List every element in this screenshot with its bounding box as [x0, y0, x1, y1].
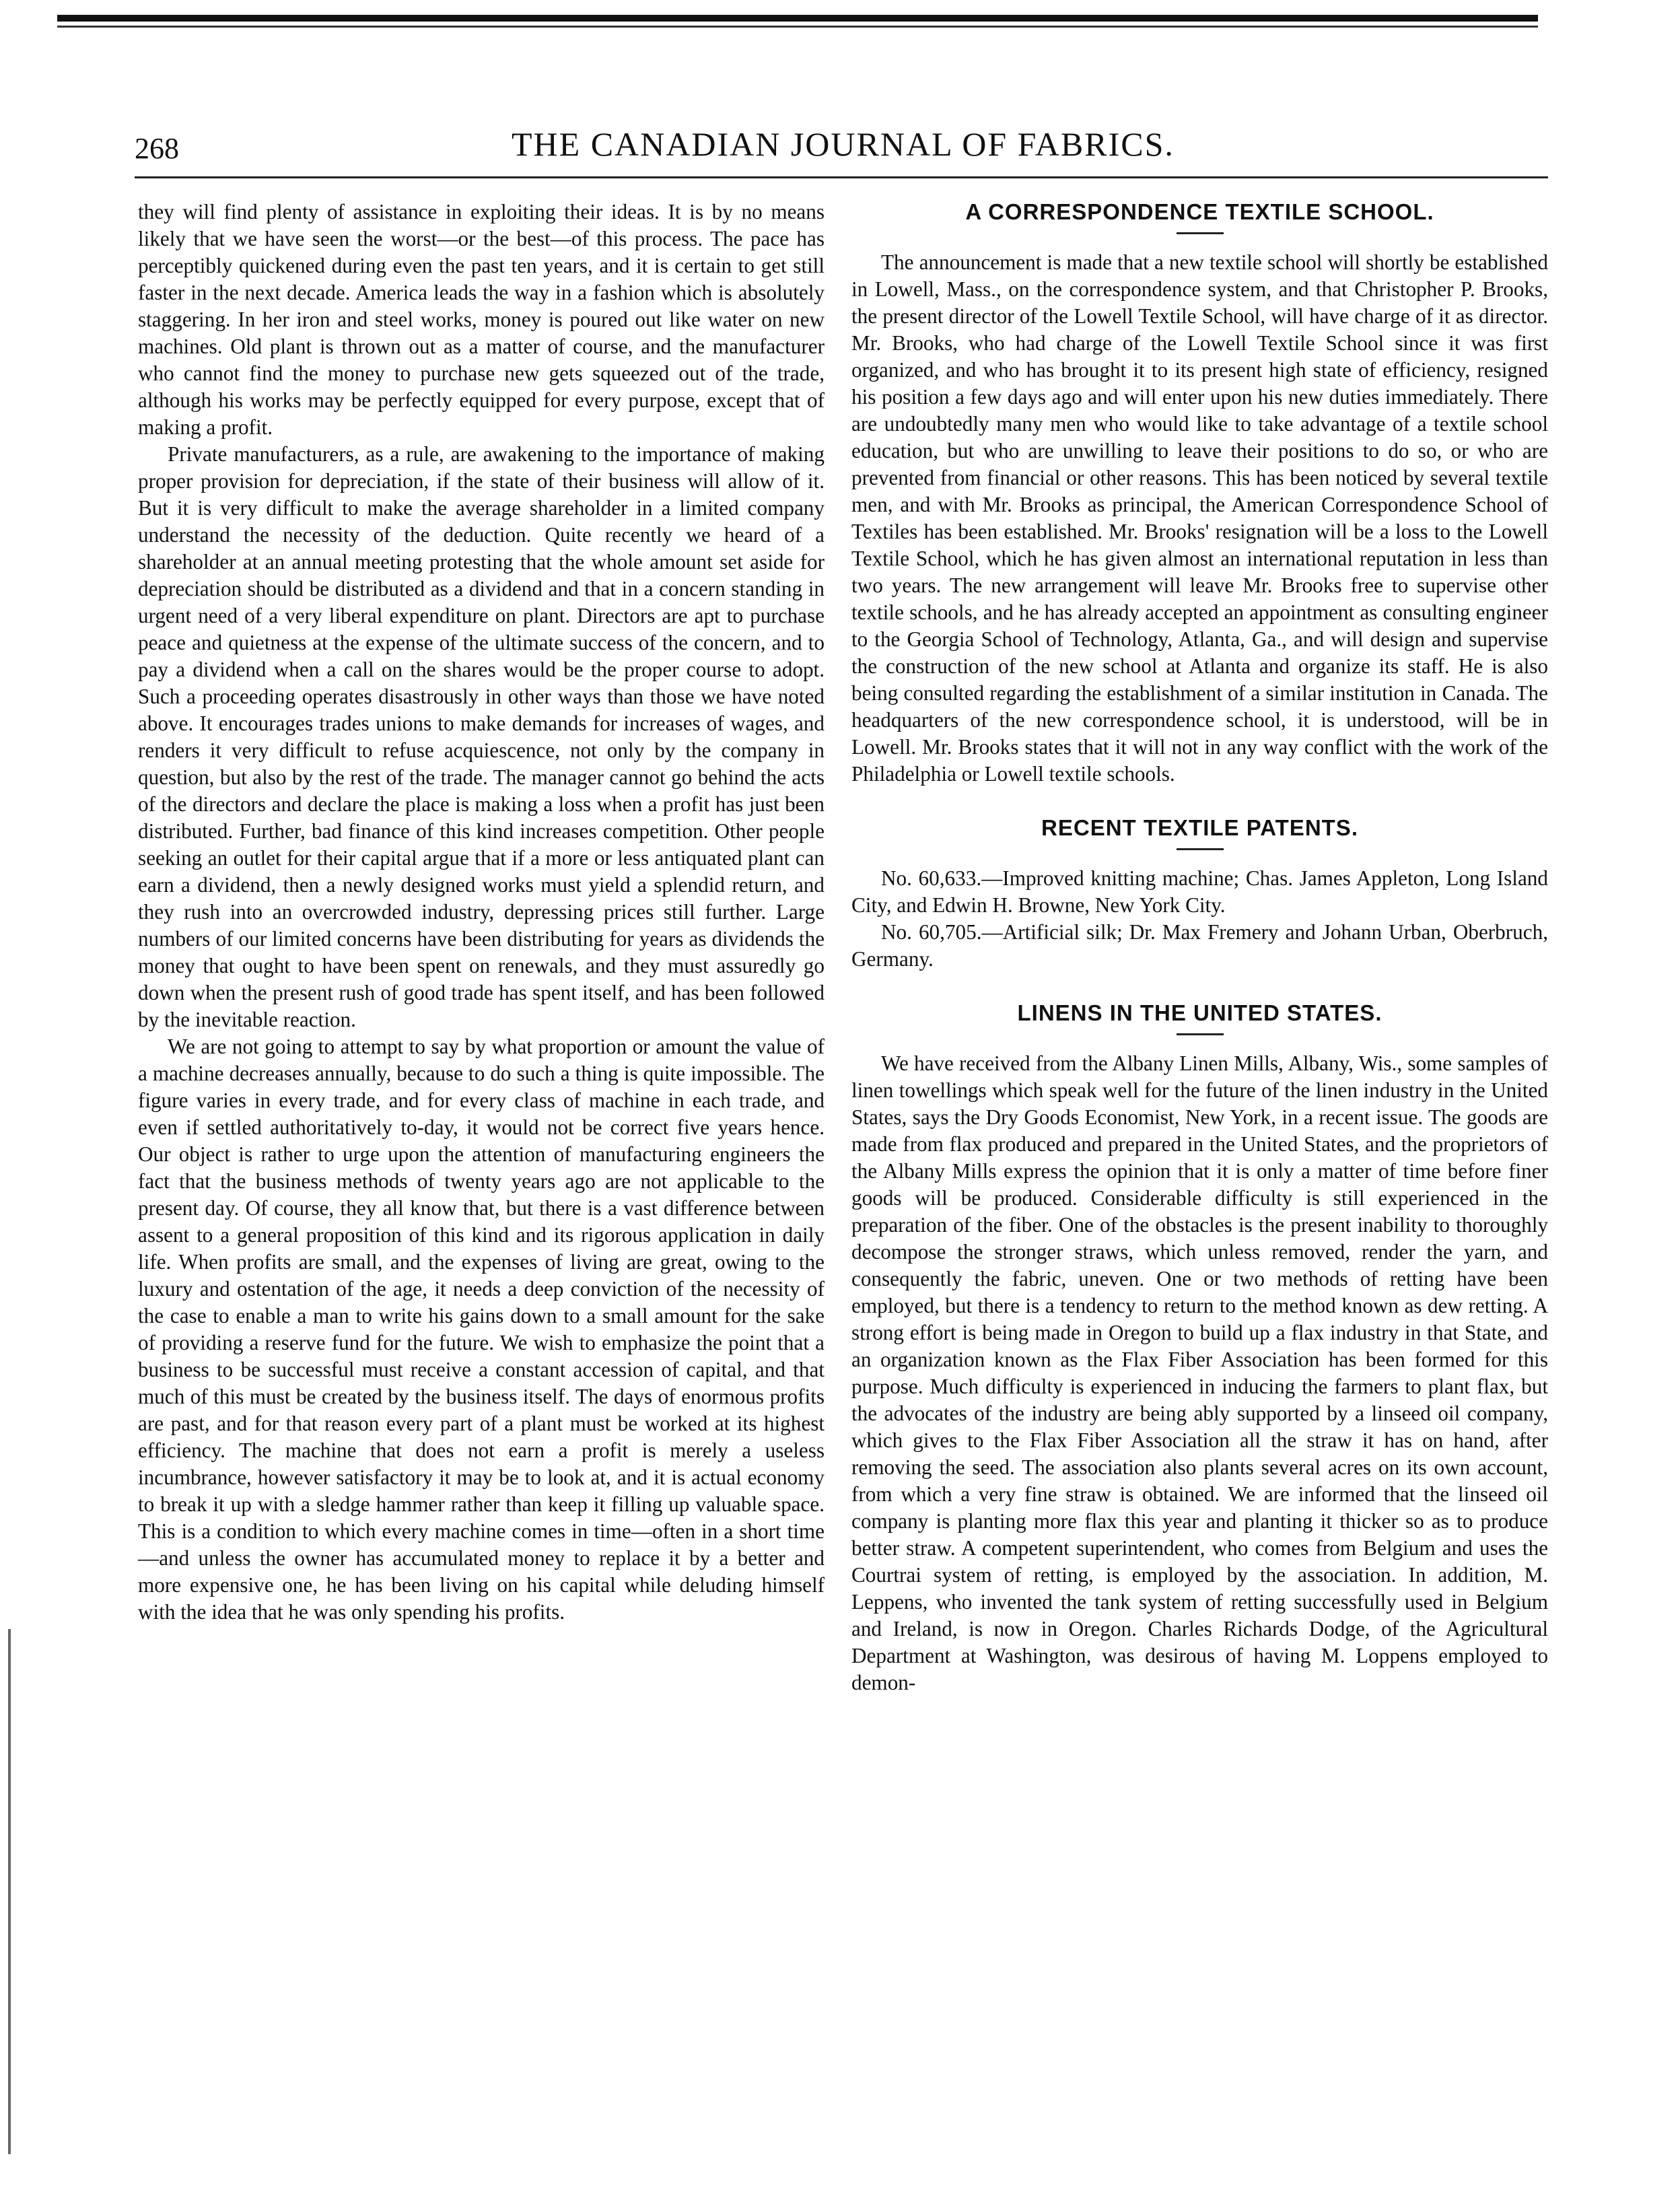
section-divider — [1177, 848, 1224, 850]
section-divider — [1177, 1033, 1224, 1035]
article-paragraph: they will find plenty of assistance in exploiting their ideas. It is by no means likely that we have seen the worst—or the best—of this process. The pace has perceptibly quickened during even the past ten years, and it is certain to get still faster in the next decade. America leads the way in a fashion which is absolutely staggering. In her iron and steel works, money is poured out like water on new machines. Old plant is thrown out as a matter of course, and the manufacturer who cannot find the money to purchase new gets squeezed out of the trade, although his works may be perfectly equipped for every purpose, except that of making a profit. — [138, 200, 825, 439]
section-heading-correspondence: A CORRESPONDENCE TEXTILE SCHOOL. — [965, 199, 1434, 224]
right-column — [851, 199, 1548, 1696]
patent-item: No. 60,633.—Improved knitting machine; Chas. James Appleton, Long Island City, and Edwin H. Browne, New York City. — [851, 866, 1548, 917]
linens-paragraph: We have received from the Albany Linen Mills, Albany, Wis., some samples of linen towellings which speak well for the future of the linen industry in the United States, says the Dry Goods Economist, New York, in a recent issue. The goods are made from flax produced and prepared in the United States, and the proprietors of the Albany Mills express the opinion that it is only a matter of time before finer goods will be produced. Considerable difficulty is still experienced in the preparation of the fiber. One of the obstacles is the present inability to thoroughly decompose the stronger straws, which unless removed, render the yarn, and consequently the fabric, uneven. One or two methods of retting have been employed, but there is a tendency to return to the method known as dew retting. A strong effort is being made in Oregon to build up a flax industry in that State, and an organization known as the Flax Fiber Association has been formed for this purpose. Much difficulty is experienced in inducing the farmers to plant flax, but the advocates of the industry are being ably supported by a linseed oil company, which gives to the Flax Fiber Association all the straw it has on hand, after removing the seed. The association also plants several acres on its own account, from which a very fine straw is obtained. We are informed that the linseed oil company is planting more flax this year and planting it thicker so as to produce better straw. A competent superintendent, who comes from Belgium and uses the Courtrai system of retting, is employed by the association. In addition, M. Leppens, who invented the tank system of retting successfully used in Belgium and Ireland, is now in Oregon. Charles Richards Dodge, of the Agricultural Department at Washington, was desirous of having M. Loppens employed to demon- — [851, 1051, 1548, 1694]
journal-title: THE CANADIAN JOURNAL OF FABRICS. — [512, 125, 1175, 163]
section-heading-linens: LINENS IN THE UNITED STATES. — [1017, 1000, 1382, 1025]
top-border-rule-thin — [57, 26, 1538, 28]
scan-margin-mark — [8, 1629, 11, 2154]
article-paragraph: Private manufacturers, as a rule, are awakening to the importance of making proper provision for depreciation, if the state of their business will allow of it. But it is very difficult to make the average shareholder in a limited company understand the necessity of the deduction. Quite recently we heard of a shareholder at an annual meeting protesting that the whole amount set aside for depreciation should be distributed as a dividend and that in a concern standing in urgent need of a very liberal expenditure on plant. Directors are apt to purchase peace and quietness at the expense of the ultimate success of the concern, and to pay a dividend when a call on the shares would be the proper course to adopt. Such a proceeding operates disastrously in other ways than those we have noted above. It encourages trades unions to make demands for increases of wages, and renders it very difficult to refuse acquiescence, not only by the company in question, but also by the rest of the trade. The manager cannot go behind the acts of the directors and declare the place is making a loss when a profit has just been distributed. Further, bad finance of this kind increases competition. Other people seeking an outlet for their capital argue that if a more or less antiquated plant can earn a dividend, then a newly designed works must yield a splendid return, and they rush into an overcrowded industry, depressing prices still further. Large numbers of our limited concerns have been distributing for years as dividends the money that ought to have been spent on renewals, and they must assuredly go down when the present rush of good trade has spent itself, and has been followed by the inevitable reaction. — [138, 442, 825, 1031]
patent-item: No. 60,705.—Artificial silk; Dr. Max Fremery and Johann Urban, Oberbruch, Germany. — [851, 920, 1548, 971]
section-divider — [1177, 232, 1224, 234]
section-heading-patents: RECENT TEXTILE PATENTS. — [1041, 815, 1358, 840]
page-number: 268 — [135, 132, 179, 165]
left-column — [138, 199, 825, 1626]
header-rule — [135, 176, 1548, 178]
page-header — [135, 125, 1548, 172]
article-paragraph: We are not going to attempt to say by what proportion or amount the value of a machine decreases annually, because to do such a thing is quite impossible. The figure varies in every trade, and for every class of machine in each trade, and even if settled authoritatively to-day, it would not be correct five years hence. Our object is rather to urge upon the attention of manufacturing engineers the fact that the business methods of twenty years ago are not applicable to the present day. Of course, they all know that, but there is a vast difference between assent to a general proposition of this kind and its rigorous application in daily life. When profits are small, and the expenses of living are great, owing to the luxury and ostentation of the age, it needs a deep conviction of the necessity of the case to enable a man to write his gains down to a small amount for the sake of providing a reserve fund for the future. We wish to emphasize the point that a business to be successful must receive a constant accession of capital, and that much of this must be created by the business itself. The days of enormous profits are past, and for that reason every part of a plant must be worked at its highest efficiency. The machine that does not earn a profit is merely a useless incumbrance, however satisfactory it may be to look at, and it is actual economy to break it up with a sledge hammer rather than keep it filling up valuable space. This is a condition to which every machine comes in time—often in a short time—and unless the owner has accumulated money to replace it by a better and more expensive one, he has been living on his capital while deluding himself with the idea that he was only spending his profits. — [138, 1035, 825, 1624]
top-border-rule — [57, 15, 1538, 22]
correspondence-paragraph: The announcement is made that a new textile school will shortly be established in Lowell, Mass., on the correspondence system, and that Christopher P. Brooks, the present director of the Lowell Textile School, will have charge of it as director. Mr. Brooks, who had charge of the Lowell Textile School since it was first organized, and who has brought it to its present high state of efficiency, resigned his position a few days ago and will enter upon his new duties immediately. There are undoubtedly many men who would like to take advantage of a textile school education, but who are unwilling to leave their positions to do so, or who are prevented from financial or other reasons. This has been noticed by several textile men, and with Mr. Brooks as principal, the American Correspondence School of Textiles has been established. Mr. Brooks' resignation will be a loss to the Lowell Textile School, which he has given almost an international reputation in less than two years. The new arrangement will leave Mr. Brooks free to supervise other textile schools, and he has already accepted an appointment as consulting engineer to the Georgia School of Technology, Atlanta, Ga., and will design and supervise the construction of the new school at Atlanta and organize its staff. He is also being consulted regarding the establishment of a similar institution in Canada. The headquarters of the new correspondence school, it is understood, will be in Lowell. Mr. Brooks states that it will not in any way conflict with the work of the Philadelphia or Lowell textile schools. — [851, 250, 1548, 786]
